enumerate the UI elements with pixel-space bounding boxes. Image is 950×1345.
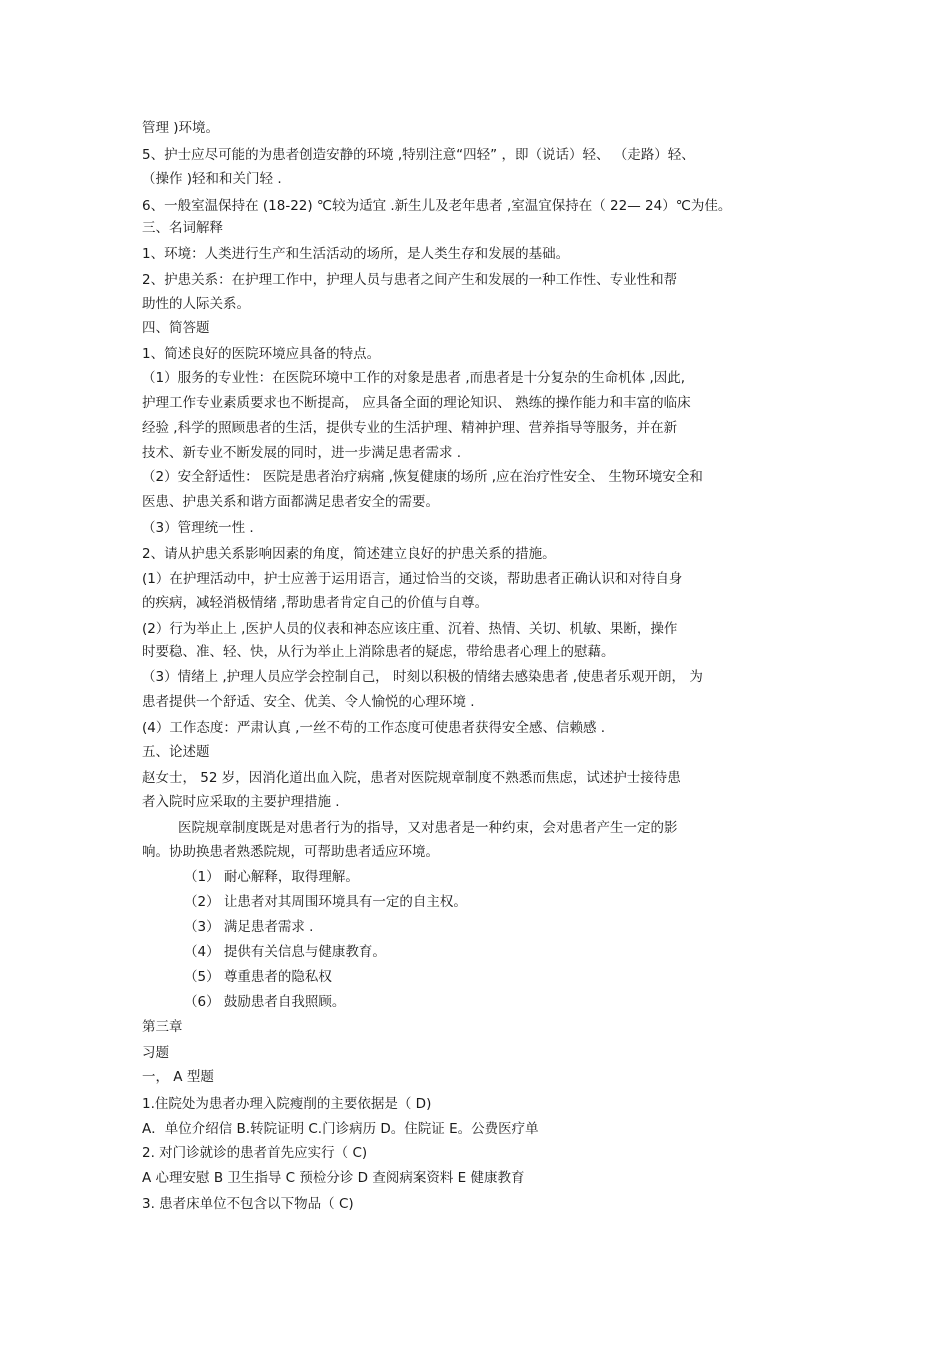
chapter-heading: 第三章: [142, 1019, 183, 1035]
text-line: 护理工作专业素质要求也不断提高， 应具备全面的理论知识、 熟练的操作能力和丰富的临床: [142, 395, 691, 411]
list-item: （1） 耐心解释，取得理解。: [184, 869, 359, 885]
text-line: 赵女士， 52 岁，因消化道出血入院，患者对医院规章制度不熟悉而焦虑，试述护士接待患: [142, 770, 681, 786]
text-line: 经验 ,科学的照顾患者的生活，提供专业的生活护理、精神护理、营养指导等服务，并在新: [142, 420, 678, 436]
text-line: 助性的人际关系。: [142, 296, 250, 312]
text-line: (2）行为举止上 ,医护人员的仪表和神态应该庄重、沉着、热情、关切、机敏、果断，操作: [142, 621, 678, 637]
text-line: 管理 )环境。: [142, 120, 220, 136]
text-line: 技术、新专业不断发展的同时，进一步满足患者需求 .: [142, 445, 462, 461]
list-item: （3） 满足患者需求 .: [184, 919, 314, 935]
question-text: 2. 对门诊就诊的患者首先应实行（ C): [142, 1145, 368, 1161]
text-line: 1、简述良好的医院环境应具备的特点。: [142, 346, 381, 362]
answer-options: A．单位介绍信 B.转院证明 C.门诊病历 D。住院证 E。公费医疗单: [142, 1121, 539, 1137]
text-line: 医患、护患关系和谐方面都满足患者安全的需要。: [142, 494, 439, 510]
section-heading: 四、简答题: [142, 320, 210, 336]
text-line: 2、护患关系：在护理工作中，护理人员与患者之间产生和发展的一种工作性、专业性和帮: [142, 272, 678, 288]
text-line: (1）在护理活动中，护士应善于运用语言，通过恰当的交谈，帮助患者正确认识和对待自身: [142, 571, 683, 587]
text-line: 1、环境：人类进行生产和生活活动的场所，是人类生存和发展的基础。: [142, 246, 570, 262]
text-line: 医院规章制度既是对患者行为的指导，又对患者是一种约束，会对患者产生一定的影: [178, 820, 678, 836]
text-line: （1）服务的专业性：在医院环境中工作的对象是患者 ,而患者是十分复杂的生命机体 ,因此,: [142, 370, 686, 386]
text-line: （3）情绪上 ,护理人员应学会控制自己， 时刻以积极的情绪去感染患者 ,使患者乐观开朗， 为: [142, 669, 703, 685]
text-line: (4）工作态度：严肃认真 ,一丝不苟的工作态度可使患者获得安全感、信赖感 .: [142, 720, 606, 736]
text-line: 6、一般室温保持在 (18-22) ℃较为适宜 .新生儿及老年患者 ,室温宜保持在（ 22— 24）℃为佳。: [142, 198, 732, 214]
section-heading: 一， A 型题: [142, 1069, 214, 1085]
text-line: 患者提供一个舒适、安全、优美、令人愉悦的心理环境 .: [142, 694, 475, 710]
text-line: 响。协助换患者熟悉院规，可帮助患者适应环境。: [142, 844, 439, 860]
question-text: 1.住院处为患者办理入院瘦削的主要依据是（ D): [142, 1096, 432, 1112]
list-item: （5） 尊重患者的隐私权: [184, 969, 332, 985]
list-item: （2） 让患者对其周围环境具有一定的自主权。: [184, 894, 467, 910]
list-item: （4） 提供有关信息与健康教育。: [184, 944, 386, 960]
text-line: 的疾病，减轻消极情绪 ,帮助患者肯定自己的价值与自尊。: [142, 595, 489, 611]
text-line: 者入院时应采取的主要护理措施 .: [142, 794, 340, 810]
text-line: （2）安全舒适性： 医院是患者治疗病痛 ,恢复健康的场所 ,应在治疗性安全、 生物环境安全和: [142, 469, 703, 485]
text-line: （操作 )轻和和关门轻 .: [142, 171, 282, 187]
question-text: 3. 患者床单位不包含以下物品（ C): [142, 1196, 354, 1212]
section-heading: 五、论述题: [142, 744, 210, 760]
list-item: （6） 鼓励患者自我照顾。: [184, 994, 346, 1010]
section-heading: 三、名词解释: [142, 220, 223, 236]
text-line: 时要稳、准、轻、快，从行为举止上消除患者的疑虑，带给患者心理上的慰藉。: [142, 644, 615, 660]
answer-options: A 心理安慰 B 卫生指导 C 预检分诊 D 查阅病案资料 E 健康教育: [142, 1170, 525, 1186]
section-heading: 习题: [142, 1045, 169, 1061]
text-line: 5、护士应尽可能的为患者创造安静的环境 ,特别注意“四轻” ，即（说话）轻、 （走路）轻、: [142, 147, 695, 163]
text-line: 2、请从护患关系影响因素的角度，简述建立良好的护患关系的措施。: [142, 546, 556, 562]
text-line: （3）管理统一性 .: [142, 520, 254, 536]
